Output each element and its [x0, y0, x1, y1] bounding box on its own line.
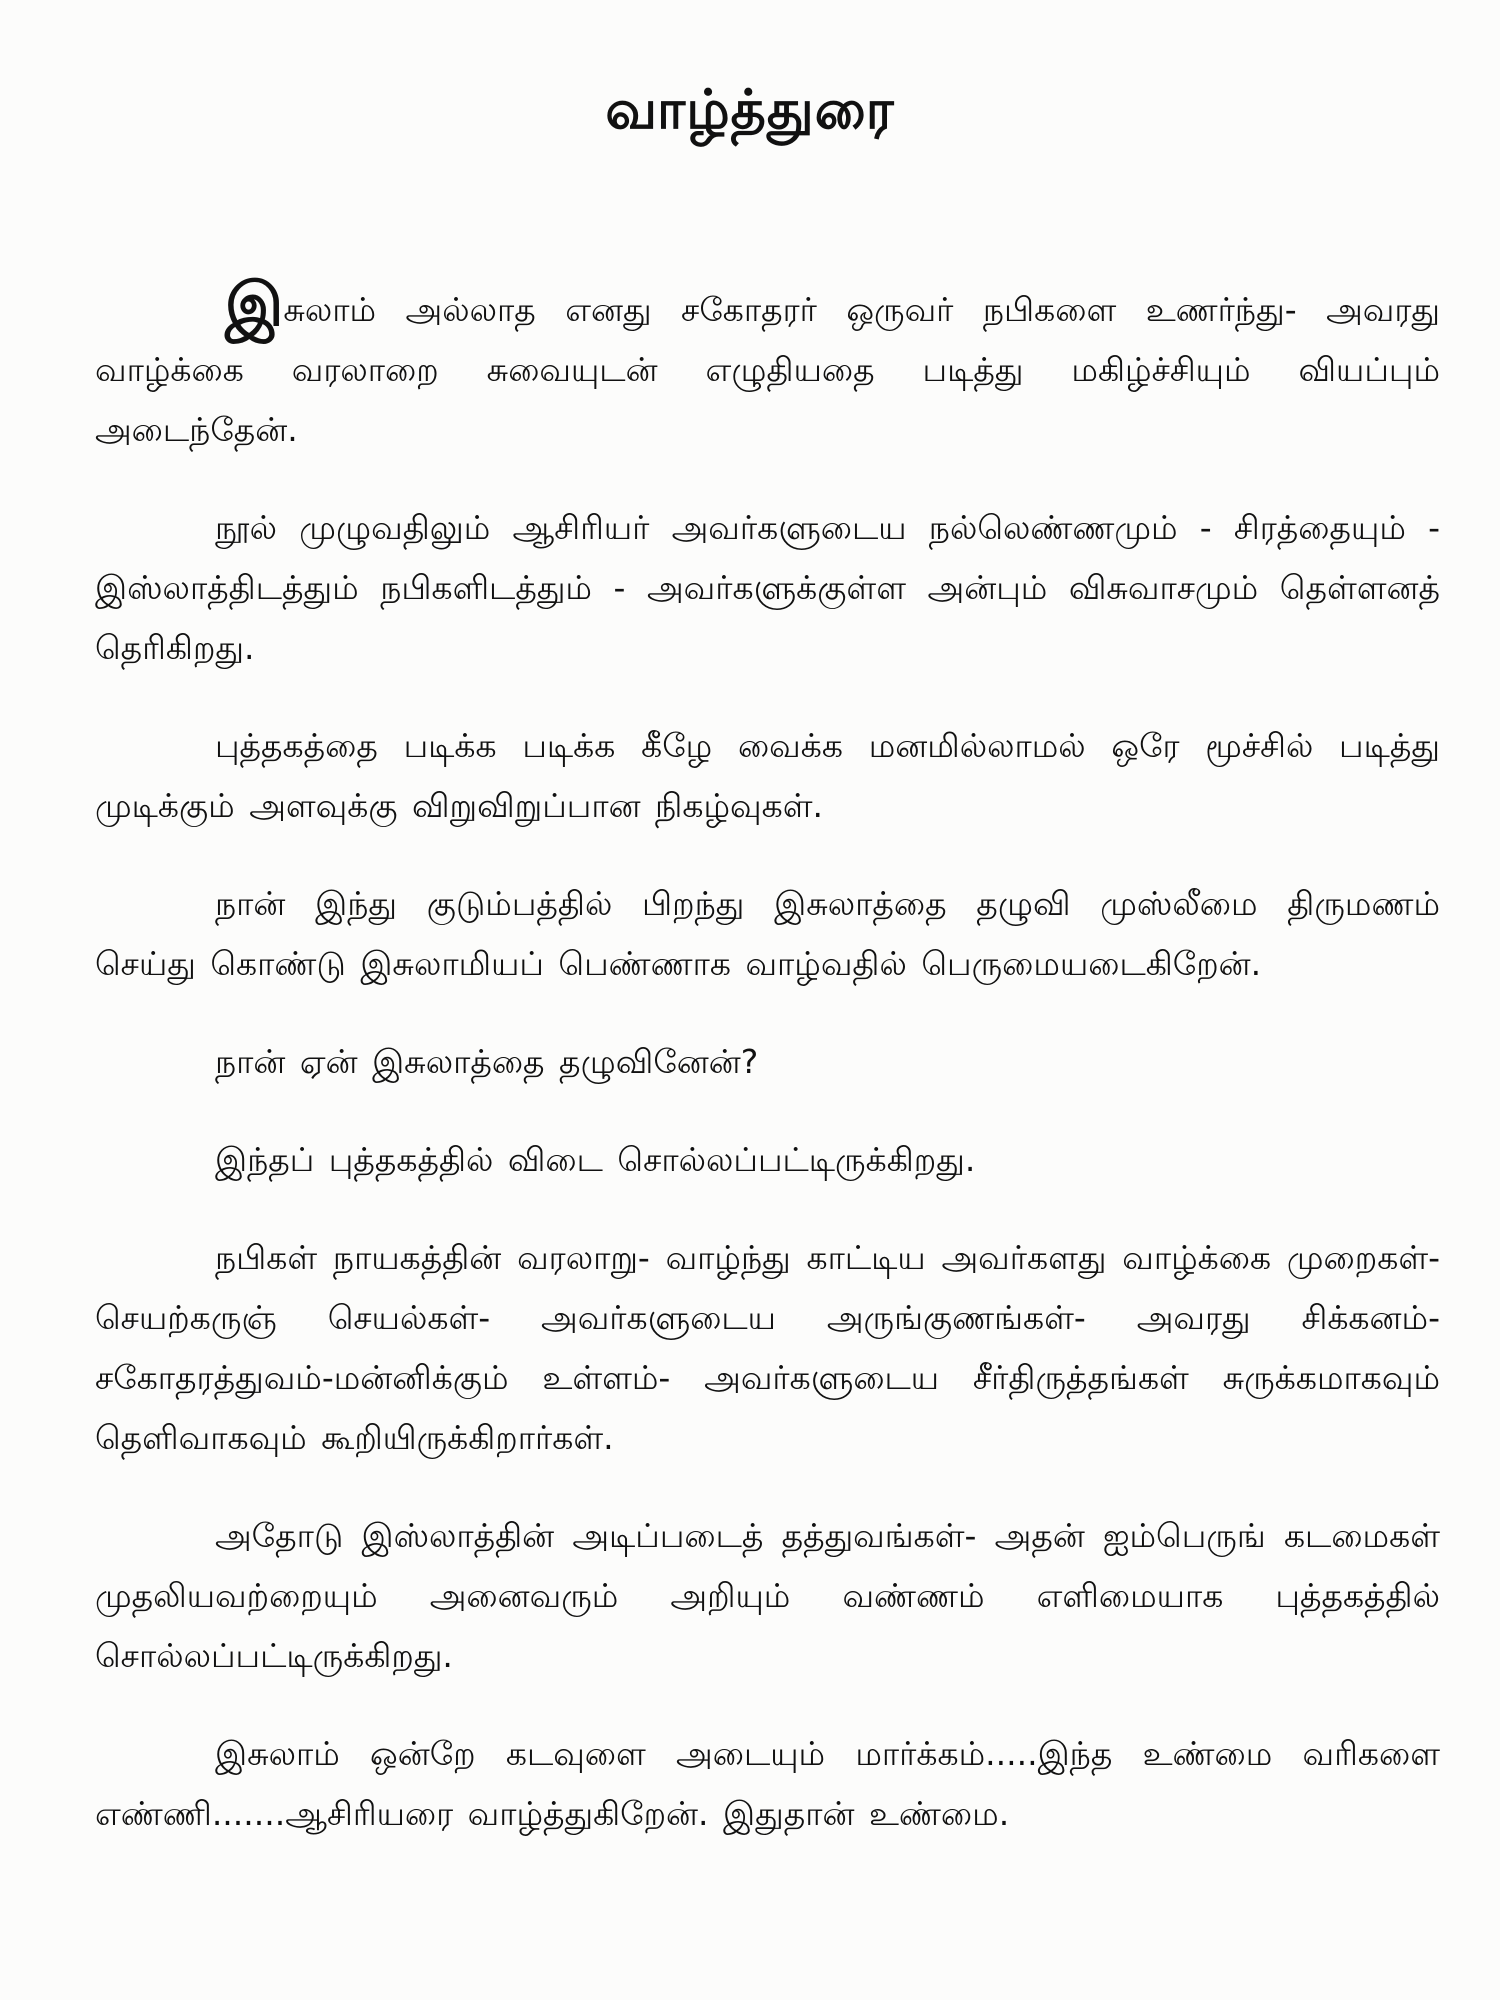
- paragraph: நூல் முழுவதிலும் ஆசிரியர் அவர்களுடைய நல்லெண்ணமும் - சிரத்தையும் - இஸ்லாத்திடத்தும் நபிகளிடத்தும் - அவர்களுக்குள்ள அன்பும் விசுவாசமும் தெள்ளனத் தெரிகிறது.: [95, 508, 1440, 667]
- paragraph: [95, 270, 1440, 460]
- paragraph: இந்தப் புத்தகத்தில் விடை சொல்லப்பட்டிருக்கிறது.: [215, 1140, 976, 1179]
- drop-cap-letter: இ: [225, 270, 284, 340]
- paragraph-text: சுலாம் அல்லாத எனது சகோதரர் ஒருவர் நபிகளை உணர்ந்து- அவரது வாழ்க்கை வரலாறை சுவையுடன் எழுதியதை படித்து மகிழ்ச்சியும் வியப்பும் அடைந்தேன்.: [95, 290, 1440, 449]
- paragraph: நபிகள் நாயகத்தின் வரலாறு- வாழ்ந்து காட்டிய அவர்களது வாழ்க்கை முறைகள்- செயற்கருஞ் செயல்கள்- அவர்களுடைய அருங்குணங்கள்- அவரது சிக்கனம்- சகோதரத்துவம்-மன்னிக்கும் உள்ளம்- அவர்களுடைய சீர்திருத்தங்கள் சுருக்கமாகவும் தெளிவாகவும் கூறியிருக்கிறார்கள்.: [95, 1238, 1440, 1457]
- document-body: [95, 270, 1440, 1882]
- page-title: வாழ்த்துரை: [605, 78, 895, 141]
- paragraph: புத்தகத்தை படிக்க படிக்க கீழே வைக்க மனமில்லாமல் ஒரே மூச்சில் படித்து முடிக்கும் அளவுக்கு விறுவிறுப்பான நிகழ்வுகள்.: [95, 726, 1440, 825]
- paragraph: நான் ஏன் இசுலாத்தை தழுவினேன்?: [215, 1042, 759, 1081]
- paragraph: அதோடு இஸ்லாத்தின் அடிப்படைத் தத்துவங்கள்- அதன் ஐம்பெருங் கடமைகள் முதலியவற்றையும் அனைவரும் அறியும் வண்ணம் எளிமையாக புத்தகத்தில் சொல்லப்பட்டிருக்கிறது.: [95, 1516, 1440, 1675]
- paragraph: இசுலாம் ஒன்றே கடவுளை அடையும் மார்க்கம்.....இந்த உண்மை வரிகளை எண்ணி.......ஆசிரியரை வாழ்த்துகிறேன். இதுதான் உண்மை.: [95, 1734, 1440, 1833]
- paragraph: நான் இந்து குடும்பத்தில் பிறந்து இசுலாத்தை தழுவி முஸ்லீமை திருமணம் செய்து கொண்டு இசுலாமியப் பெண்ணாக வாழ்வதில் பெருமையடைகிறேன்.: [95, 884, 1440, 983]
